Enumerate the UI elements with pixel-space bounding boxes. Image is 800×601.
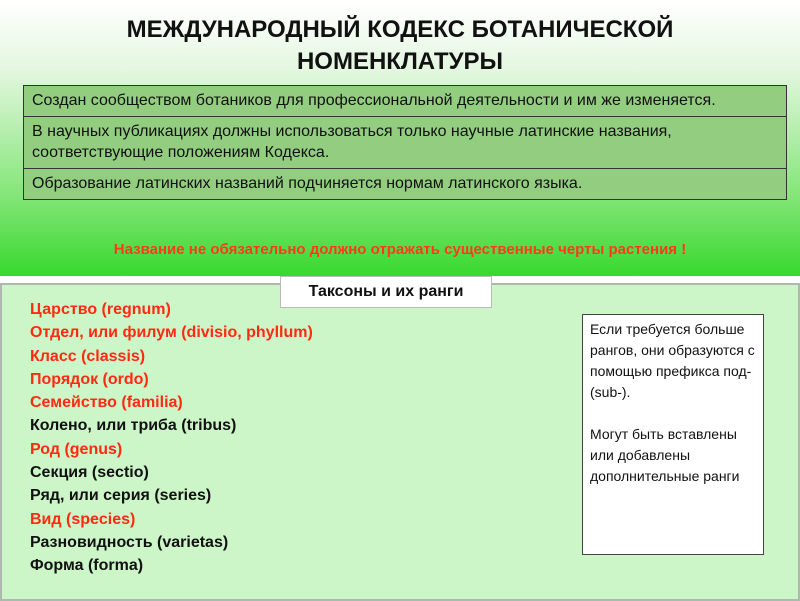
taxon-rank-item: Отдел, или филум (divisio, phyllum) (30, 324, 313, 342)
page-title (0, 14, 800, 78)
taxon-rank-item: Царство (regnum) (30, 301, 171, 318)
taxon-rank-item: Семейство (familia) (30, 394, 183, 412)
note-box (582, 314, 764, 555)
header-panel (0, 0, 800, 276)
principle-row: В научных публикациях должны использоваться только научные латинские названия, соответствующие положениям Кодекса. (24, 117, 786, 169)
warning-text: Название не обязательно должно отражать существенные черты растения ! (113, 241, 687, 258)
principle-row: Образование латинских названий подчиняется нормам латинского языка. (32, 175, 583, 192)
principles-table (23, 85, 787, 200)
taxon-rank-item: Ряд, или серия (series) (30, 487, 212, 505)
principle-row: Создан сообществом ботаников для профессиональной деятельности и им же изменяется. (24, 86, 786, 117)
taxon-rank-item: Секция (sectio) (30, 464, 149, 482)
taxon-rank-item: Колено, или триба (tribus) (30, 417, 237, 435)
page-title-line-1: МЕЖДУНАРОДНЫЙ КОДЕКС БОТАНИЧЕСКОЙ (126, 16, 674, 43)
taxa-list (30, 298, 313, 578)
taxon-rank-item: Порядок (ordo) (30, 370, 149, 388)
taxon-rank-item: Род (genus) (30, 440, 123, 458)
page-title-line-2: НОМЕНКЛАТУРЫ (296, 48, 504, 75)
taxon-rank-item: Класс (classis) (30, 347, 146, 365)
taxon-rank-item: Вид (species) (30, 510, 136, 528)
taxon-rank-item: Форма (forma) (30, 557, 144, 575)
note-paragraph-1: Если требуется больше рангов, они образуются с помощью префикса под- (sub-). (590, 321, 755, 400)
note-paragraph-2: Могут быть вставлены или добавлены дополнительные ранги (590, 426, 740, 484)
taxa-header: Таксоны и их ранги (280, 276, 492, 308)
taxon-rank-item: Разновидность (varietas) (30, 533, 229, 551)
